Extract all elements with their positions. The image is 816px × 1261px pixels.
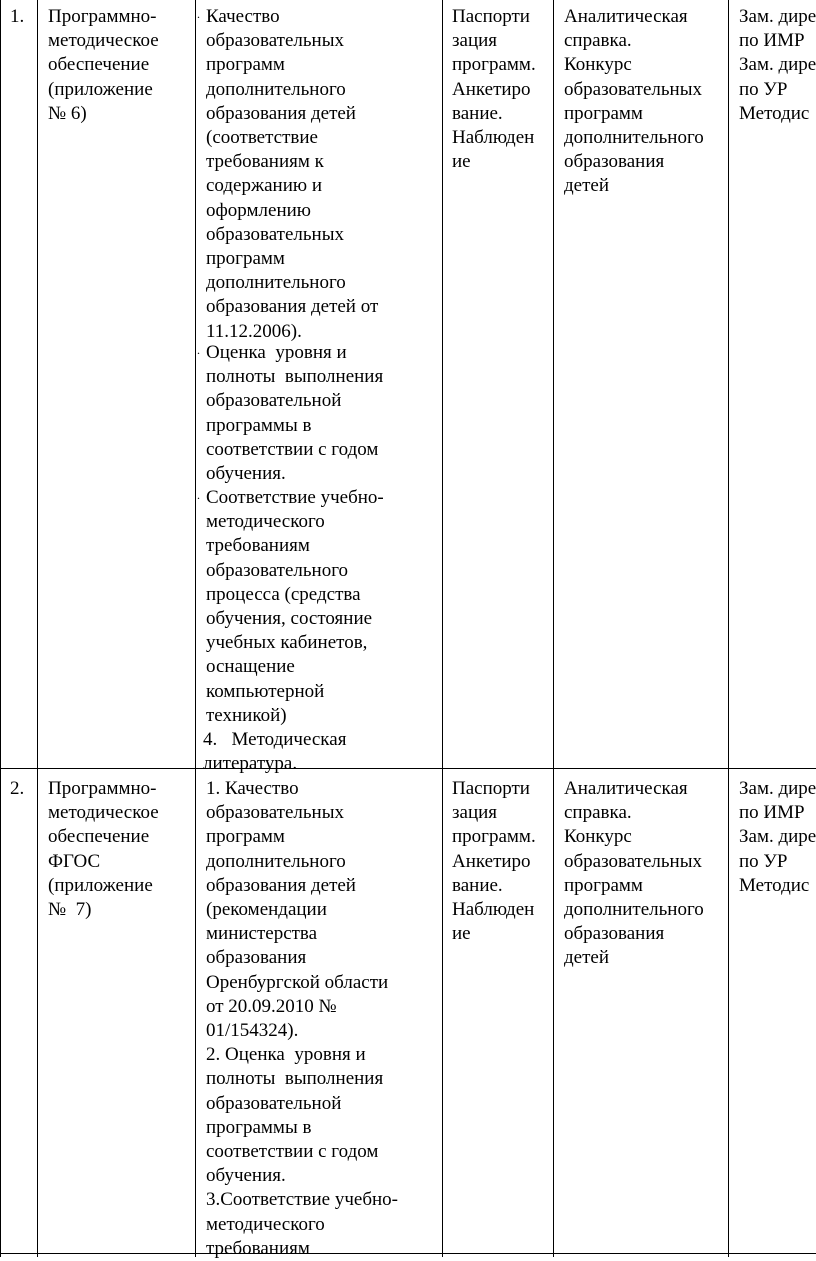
row-number: 1.	[10, 6, 25, 27]
responsible-text: Зам. дире по ИМР Зам. дире по УР Методис	[739, 6, 816, 124]
criteria-item: Качество образовательных программ дополнительного образования детей (соответствие требованиям к содержанию и оформлению образовательных программ дополнительного образования детей от 11.12.2006).	[206, 6, 379, 342]
list-bullet: .	[197, 488, 200, 502]
criteria-item: Оценка уровня и полноты выполнения образовательной программы в соответствии с годом обучения.	[206, 342, 384, 485]
table-border-bottom	[0, 1253, 816, 1254]
list-bullet: .	[197, 7, 200, 21]
column-divider-1	[37, 0, 38, 1257]
row-title: Программно- методическое обеспечение (приложение № 6)	[48, 6, 159, 124]
column-divider-4	[553, 0, 554, 1257]
methods-text: Паспорти зация программ. Анкетиро вание. Наблюден ие	[452, 778, 536, 945]
methods-text: Паспорти зация программ. Анкетиро вание. Наблюден ие	[452, 6, 536, 173]
responsible-text: Зам. дире по ИМР Зам. дире по УР Методис	[739, 778, 816, 896]
criteria-item: Соответствие учебно- методического требованиям образовательного процесса (средства обучения, состояние учебных кабинетов, оснащение компьютерной техникой)	[206, 487, 384, 726]
column-divider-2	[195, 0, 196, 1257]
row-number: 2.	[10, 778, 25, 799]
list-bullet: .	[197, 343, 200, 357]
row-divider	[0, 768, 816, 769]
criteria-item: 1. Качество образовательных программ дополнительного образования детей (рекомендации министерства образования Оренбургской области от 20.09.2010 № 01/154324). 2. Оценка уровня и полноты выполнения образовательной программы в соответствии с годом обучения. 3.Соответствие учебно- методического требованиям	[206, 778, 399, 1259]
result-text: Аналитическая справка. Конкурс образовательных программ дополнительного образования детей	[564, 6, 704, 197]
criteria-item: 4. Методическая литература.	[203, 729, 347, 775]
row-title: Программно- методическое обеспечение ФГОС (приложение № 7)	[48, 778, 159, 921]
result-text: Аналитическая справка. Конкурс образовательных программ дополнительного образования детей	[564, 778, 704, 969]
table-border-left	[0, 0, 1, 1257]
column-divider-3	[442, 0, 443, 1257]
column-divider-5	[728, 0, 729, 1257]
